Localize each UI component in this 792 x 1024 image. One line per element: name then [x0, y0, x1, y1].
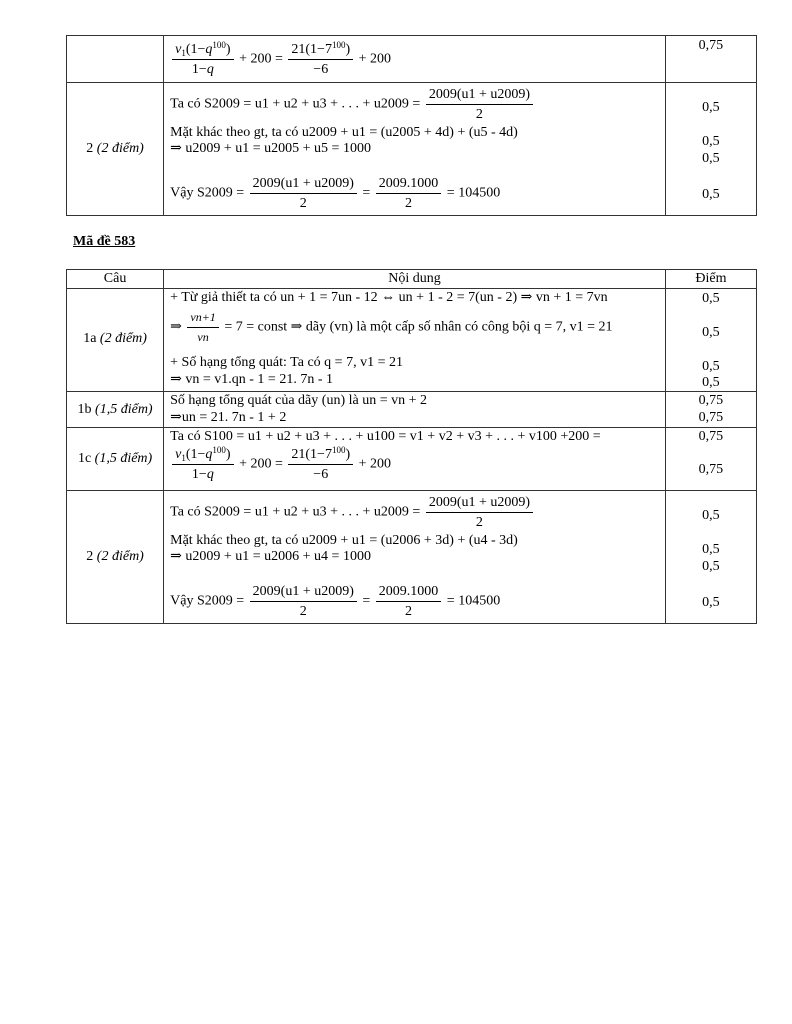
content-line: ⇒ u2009 + u1 = u2005 + u5 = 1000 [170, 141, 371, 156]
score-value: 0,5 [702, 542, 720, 557]
content-line: ⇒ vn = v1.qn - 1 = 21. 7n - 1 [170, 372, 333, 387]
fraction: $\frac{v_1(1-q^{100})}{1-q}$ [172, 42, 233, 77]
formula-sum: $\frac{v_1(1-q^{100})}{1-q}$ + 200 = $\frac{21(1-7^{100})}{-6}$ + 200 [170, 42, 391, 77]
formula-sum: $\frac{v_1(1-q^{100})}{1-q}$ + 200 = $\frac{21(1-7^{100})}{-6}$ + 200 [170, 447, 391, 482]
score-cell [665, 36, 756, 83]
table-row [67, 36, 757, 83]
content-line: + Số hạng tổng quát: Ta có q = 7, v1 = 21 [170, 355, 403, 370]
score-cell [665, 392, 756, 428]
score-value: 0,5 [702, 151, 720, 166]
section-title: Mã đề 583 [73, 234, 136, 249]
score-value: 0,75 [698, 462, 724, 477]
score-value: 0,5 [702, 134, 720, 149]
question-label: 2 (2 điểm) [86, 549, 144, 564]
fraction: $\frac{21(1-7^{100})}{-6}$ [288, 42, 353, 77]
score-cell [665, 428, 756, 491]
score-value: 0,5 [702, 595, 720, 610]
content-cell [164, 392, 666, 428]
content-cell [164, 491, 666, 624]
score-cell [665, 289, 756, 392]
content-line: Mặt khác theo gt, ta có u2009 + u1 = (u2006 + 3d) + (u4 - 3d) [170, 533, 518, 548]
content-line: Mặt khác theo gt, ta có u2009 + u1 = (u2005 + 4d) + (u5 - 4d) [170, 125, 518, 140]
question-label: 1a (2 điểm) [83, 331, 147, 346]
score-value: 0,5 [702, 187, 720, 202]
content-cell [164, 83, 666, 216]
score-value: 0,5 [702, 291, 720, 306]
content-line: Vậy S2009 = $\frac{2009(u1 + u2009)}{2}$ = $\frac{2009.1000}{2}$ = 104500 [170, 176, 501, 211]
score-value: 0,5 [702, 325, 720, 340]
question-cell [67, 392, 164, 428]
content-line: ⇒ $\frac{vn+1}{vn}$ = 7 = const ⇒ dãy (vn) là một cấp số nhân có công bội q = 7, v1 = 21 [170, 310, 613, 344]
score-value: 0,5 [702, 508, 720, 523]
content-cell [164, 428, 666, 491]
question-cell [67, 36, 164, 83]
content-cell [164, 36, 666, 83]
question-cell [67, 428, 164, 491]
content-line: Ta có S2009 = u1 + u2 + u3 + . . . + u2009 = $\frac{2009(u1 + u2009)}{2}$ [170, 87, 535, 122]
content-line: Ta có S100 = u1 + u2 + u3 + . . . + u100 = v1 + v2 + v3 + . . . + v100 +200 = [170, 429, 601, 444]
header-noidung: Nội dung [164, 270, 666, 289]
question-cell [67, 83, 164, 216]
score-value: 0,5 [702, 100, 720, 115]
question-cell [67, 289, 164, 392]
score-table-583 [66, 269, 757, 624]
question-label: 1b (1,5 điểm) [77, 402, 153, 417]
score-table-continued [66, 35, 757, 216]
content-line: + Từ giả thiết ta có un + 1 = 7un - 12 ⇔ un + 1 - 2 = 7(un - 2) ⇒ vn + 1 = 7vn [170, 290, 608, 305]
table-row [67, 289, 757, 392]
table-row [67, 491, 757, 624]
content-line: Số hạng tổng quát của dãy (un) là un = vn + 2 [170, 393, 427, 408]
table-row [67, 392, 757, 428]
score-value: 0,75 [698, 410, 724, 425]
header-diem: Điểm [665, 270, 756, 289]
score-cell [665, 83, 756, 216]
content-line: ⇒ u2009 + u1 = u2006 + u4 = 1000 [170, 549, 371, 564]
question-cell [67, 491, 164, 624]
content-line: ⇒un = 21. 7n - 1 + 2 [170, 410, 287, 425]
score-value: 0,75 [698, 38, 724, 53]
header-cau: Câu [67, 270, 164, 289]
content-line: Vậy S2009 = $\frac{2009(u1 + u2009)}{2}$ = $\frac{2009.1000}{2}$ = 104500 [170, 584, 501, 619]
table-row [67, 428, 757, 491]
score-value: 0,75 [698, 393, 724, 408]
score-value: 0,75 [698, 429, 724, 444]
table-row [67, 83, 757, 216]
content-cell [164, 289, 666, 392]
score-value: 0,5 [702, 375, 720, 390]
score-value: 0,5 [702, 559, 720, 574]
score-value: 0,5 [702, 359, 720, 374]
question-label: 2 (2 điểm) [86, 141, 144, 156]
content-line: Ta có S2009 = u1 + u2 + u3 + . . . + u2009 = $\frac{2009(u1 + u2009)}{2}$ [170, 495, 535, 530]
score-cell [665, 491, 756, 624]
question-label: 1c (1,5 điểm) [77, 451, 153, 466]
table-header-row [67, 270, 757, 289]
